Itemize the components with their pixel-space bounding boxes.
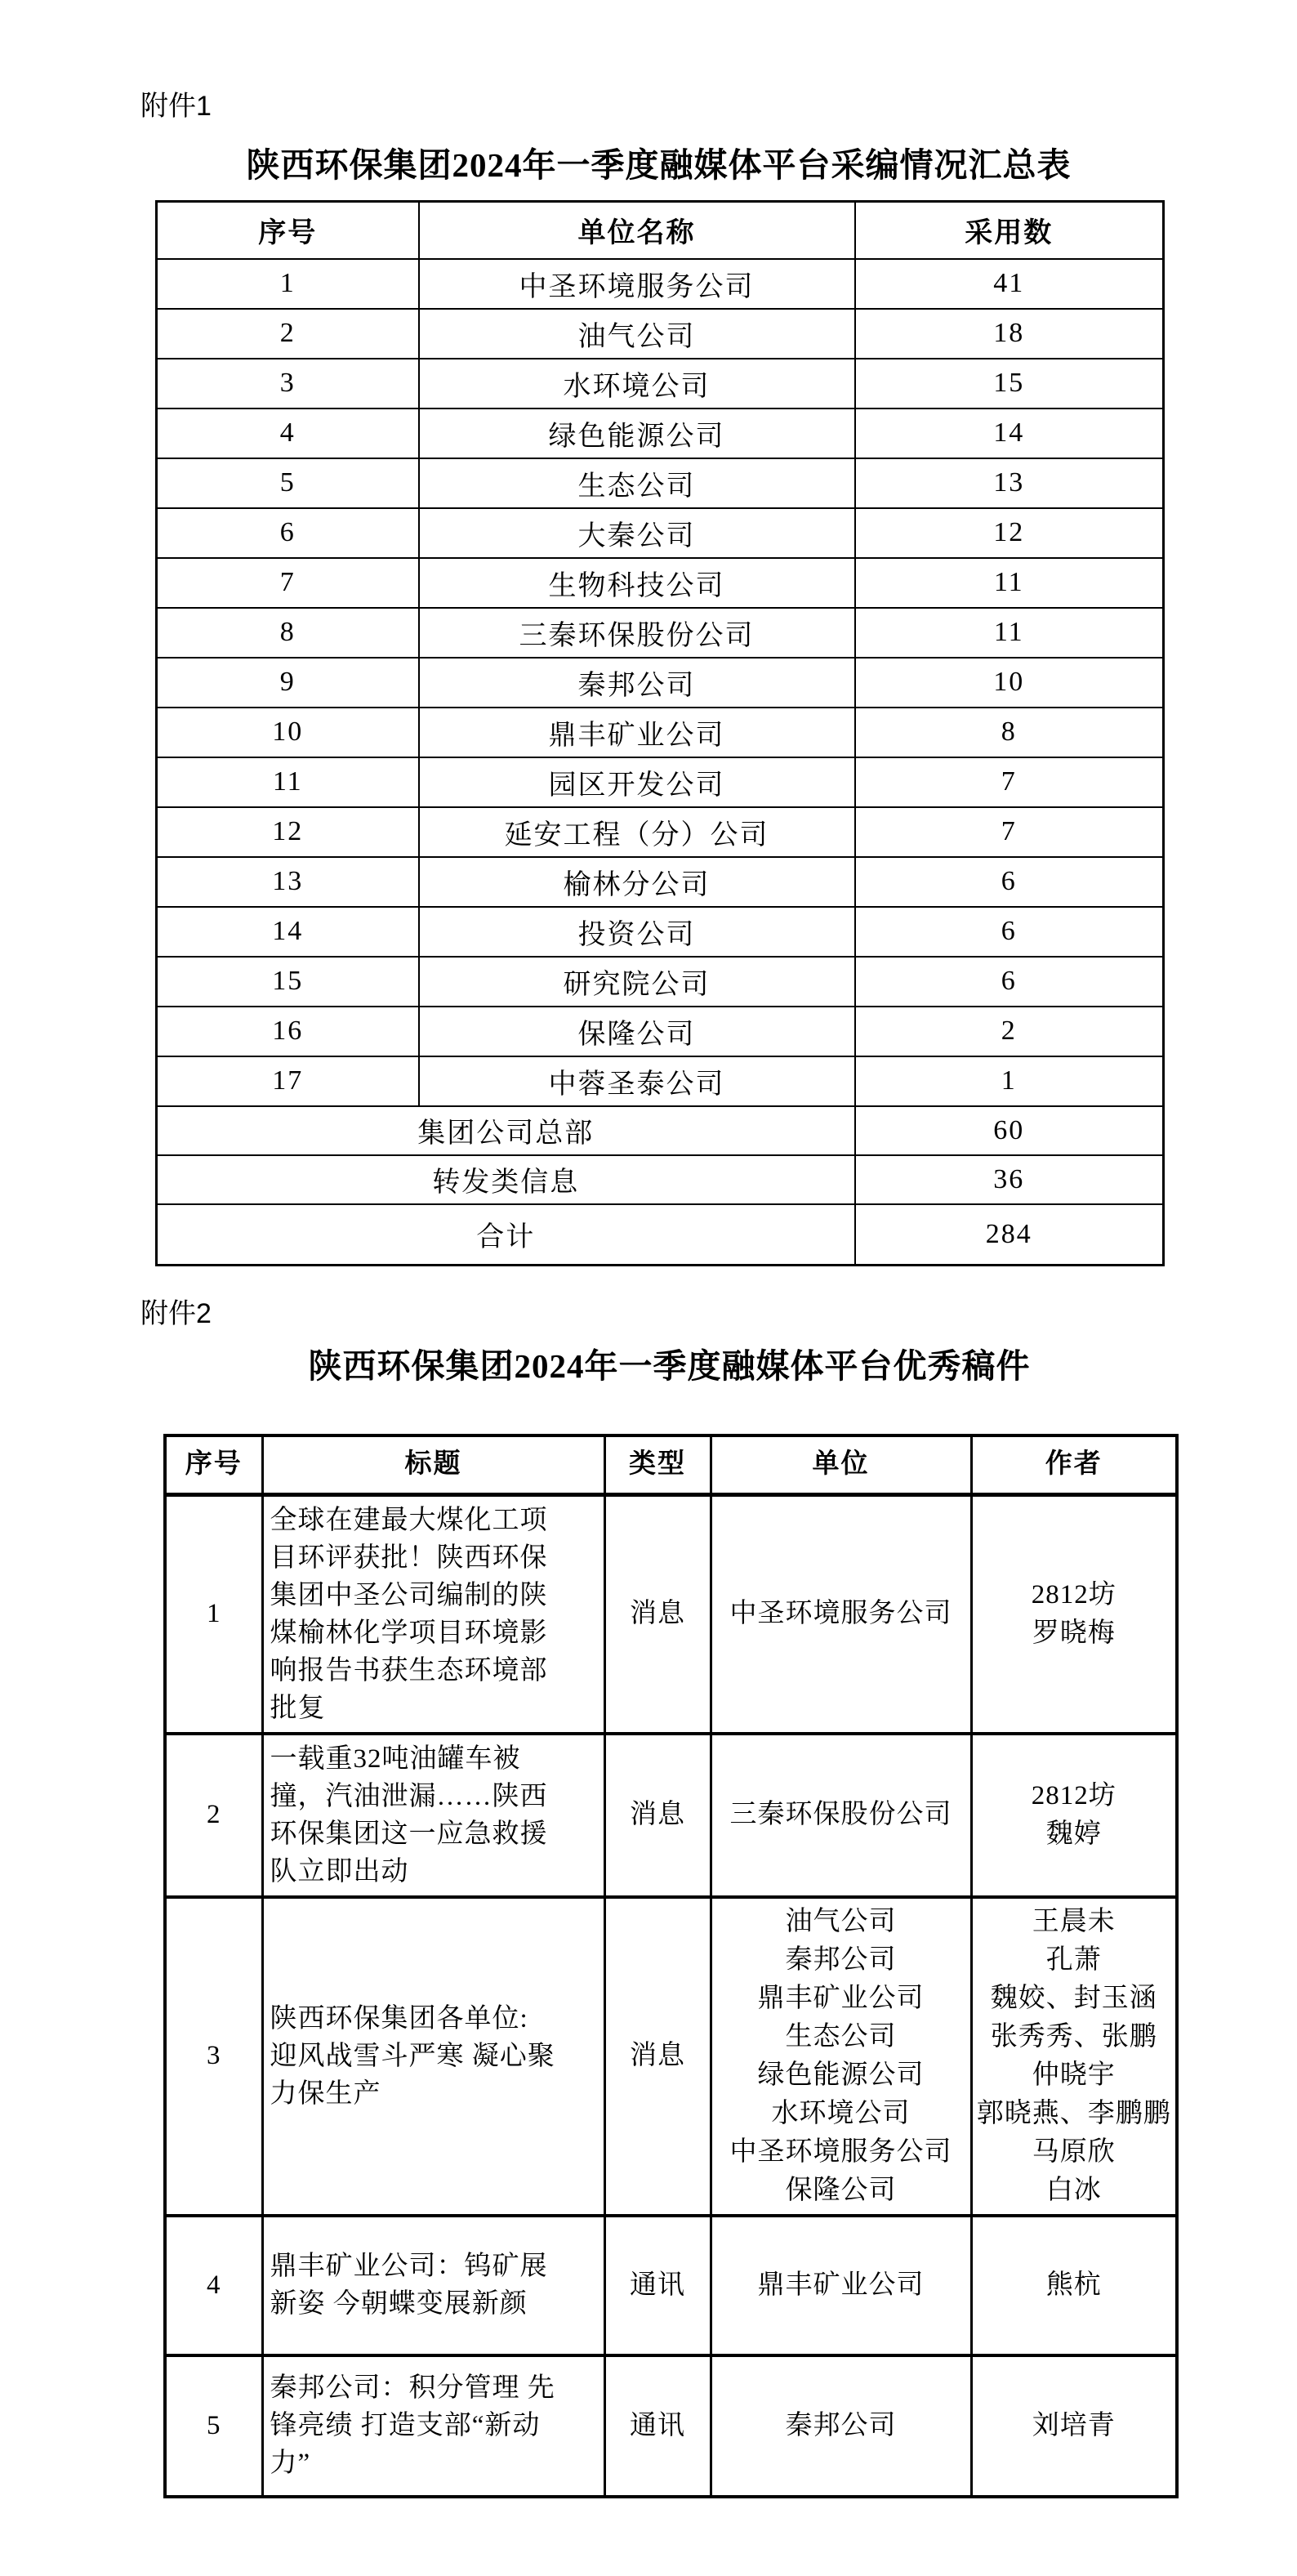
t1-unit-name: 中圣环境服务公司 (419, 259, 855, 309)
t1-row-index: 10 (157, 708, 419, 757)
table-row (157, 1056, 1164, 1106)
t1-row-index: 16 (157, 1007, 419, 1056)
t2-author: 刘培青 (971, 2355, 1177, 2497)
t2-article-title: 一载重32吨油罐车被 撞，汽油泄漏……陕西 环保集团这一应急救援 队立即出动 (262, 1734, 604, 1897)
t2-article-type: 消息 (604, 1494, 711, 1734)
t1-row-index: 2 (157, 309, 419, 359)
table-row (157, 708, 1164, 757)
t1-adopt-count: 14 (855, 408, 1164, 458)
excellent-manuscripts-table (163, 1434, 1179, 2498)
t2-row-index: 2 (165, 1734, 262, 1897)
table-row (157, 807, 1164, 857)
t2-unit: 秦邦公司 (711, 2355, 971, 2497)
table2-header-row (165, 1435, 1177, 1494)
summary-label: 集团公司总部 (157, 1106, 855, 1155)
t2-article-title: 鼎丰矿业公司：钨矿展 新姿 今朝蝶变展新颜 (262, 2216, 604, 2355)
t2-header-unit: 单位 (711, 1435, 971, 1494)
t1-adopt-count: 15 (855, 359, 1164, 408)
t1-row-index: 12 (157, 807, 419, 857)
t1-unit-name: 生态公司 (419, 458, 855, 508)
table1-title: 陕西环保集团2024年一季度融媒体平台采编情况汇总表 (246, 146, 1072, 184)
t2-author: 2812坊 罗晓梅 (971, 1494, 1177, 1734)
table-row (165, 1897, 1177, 2216)
t1-unit-name: 水环境公司 (419, 359, 855, 408)
table-row (165, 2216, 1177, 2355)
t2-unit: 鼎丰矿业公司 (711, 2216, 971, 2355)
t1-row-index: 11 (157, 757, 419, 807)
t1-row-index: 5 (157, 458, 419, 508)
t2-header-index: 序号 (165, 1435, 262, 1494)
t1-unit-name: 秦邦公司 (419, 658, 855, 708)
table-row (157, 658, 1164, 708)
t1-unit-name: 中蓉圣泰公司 (419, 1056, 855, 1106)
t1-unit-name: 大秦公司 (419, 508, 855, 558)
table-row (157, 757, 1164, 807)
t1-adopt-count: 8 (855, 708, 1164, 757)
t2-author: 王晨未 孔萧 魏姣、封玉涵 张秀秀、张鹏 仲晓宇 郭晓燕、李鹏鹏 马原欣 白冰 (971, 1897, 1177, 2216)
summary-label: 转发类信息 (157, 1155, 855, 1204)
t1-adopt-count: 18 (855, 309, 1164, 359)
t2-author: 熊杭 (971, 2216, 1177, 2355)
t1-row-index: 3 (157, 359, 419, 408)
table-row (157, 359, 1164, 408)
table-row (157, 907, 1164, 957)
t2-article-type: 消息 (604, 1734, 711, 1897)
table-row (165, 1494, 1177, 1734)
t2-unit: 三秦环保股份公司 (711, 1734, 971, 1897)
total-row (157, 1204, 1164, 1266)
t2-unit: 中圣环境服务公司 (711, 1494, 971, 1734)
total-label: 合计 (157, 1204, 855, 1266)
t1-row-index: 15 (157, 957, 419, 1007)
t1-unit-name: 三秦环保股份公司 (419, 608, 855, 658)
table-row (157, 957, 1164, 1007)
summary-row-forwarded (157, 1155, 1164, 1204)
t1-adopt-count: 6 (855, 857, 1164, 907)
total-value: 284 (855, 1204, 1164, 1266)
t2-unit: 油气公司 秦邦公司 鼎丰矿业公司 生态公司 绿色能源公司 水环境公司 中圣环境服务公司 保隆公司 (711, 1897, 971, 2216)
t1-row-index: 8 (157, 608, 419, 658)
t1-adopt-count: 7 (855, 757, 1164, 807)
t1-unit-name: 油气公司 (419, 309, 855, 359)
t1-unit-name: 投资公司 (419, 907, 855, 957)
t2-article-type: 消息 (604, 1897, 711, 2216)
t1-unit-name: 鼎丰矿业公司 (419, 708, 855, 757)
attachment2-label: 附件2 (140, 1298, 212, 1329)
t1-adopt-count: 13 (855, 458, 1164, 508)
t1-row-index: 14 (157, 907, 419, 957)
t1-header-adopt-count: 采用数 (855, 202, 1164, 259)
table-row (165, 1734, 1177, 1897)
t2-row-index: 4 (165, 2216, 262, 2355)
t1-adopt-count: 2 (855, 1007, 1164, 1056)
t1-row-index: 1 (157, 259, 419, 309)
t2-author: 2812坊 魏婷 (971, 1734, 1177, 1897)
summary-value: 36 (855, 1155, 1164, 1204)
summary-row-headquarters (157, 1106, 1164, 1155)
t2-row-index: 5 (165, 2355, 262, 2497)
summary-value: 60 (855, 1106, 1164, 1155)
t2-row-index: 1 (165, 1494, 262, 1734)
t1-adopt-count: 11 (855, 608, 1164, 658)
t2-article-type: 通讯 (604, 2216, 711, 2355)
table-row (157, 458, 1164, 508)
table1-header-row (157, 202, 1164, 259)
t2-article-title: 全球在建最大煤化工项 目环评获批！陕西环保 集团中圣公司编制的陕 煤榆林化学项目环境影 响报告书获生态环境部 批复 (262, 1494, 604, 1734)
t1-header-unit-name: 单位名称 (419, 202, 855, 259)
table-row (157, 857, 1164, 907)
attachment1-label: 附件1 (140, 91, 212, 122)
t1-adopt-count: 6 (855, 907, 1164, 957)
t1-row-index: 4 (157, 408, 419, 458)
t1-row-index: 13 (157, 857, 419, 907)
t1-adopt-count: 6 (855, 957, 1164, 1007)
t1-unit-name: 研究院公司 (419, 957, 855, 1007)
table-row (157, 259, 1164, 309)
t1-unit-name: 保隆公司 (419, 1007, 855, 1056)
t1-unit-name: 榆林分公司 (419, 857, 855, 907)
t1-unit-name: 生物科技公司 (419, 558, 855, 608)
t2-header-title: 标题 (262, 1435, 604, 1494)
t2-row-index: 3 (165, 1897, 262, 2216)
t2-article-title: 秦邦公司：积分管理 先 锋亮绩 打造支部“新动 力” (262, 2355, 604, 2497)
table-row (157, 608, 1164, 658)
t2-header-type: 类型 (604, 1435, 711, 1494)
t1-adopt-count: 10 (855, 658, 1164, 708)
table-row (157, 508, 1164, 558)
t1-adopt-count: 7 (855, 807, 1164, 857)
table-row (157, 408, 1164, 458)
table-row (165, 2355, 1177, 2497)
t2-article-type: 通讯 (604, 2355, 711, 2497)
t1-row-index: 17 (157, 1056, 419, 1106)
t1-adopt-count: 11 (855, 558, 1164, 608)
t2-header-author: 作者 (971, 1435, 1177, 1494)
table2-title: 陕西环保集团2024年一季度融媒体平台优秀稿件 (308, 1347, 1031, 1385)
adoption-summary-table (155, 200, 1165, 1266)
t1-row-index: 6 (157, 508, 419, 558)
t1-header-index: 序号 (157, 202, 419, 259)
t1-unit-name: 延安工程（分）公司 (419, 807, 855, 857)
t2-article-title: 陕西环保集团各单位: 迎风战雪斗严寒 凝心聚 力保生产 (262, 1897, 604, 2216)
t1-adopt-count: 12 (855, 508, 1164, 558)
table-row (157, 1007, 1164, 1056)
table-row (157, 558, 1164, 608)
t1-adopt-count: 41 (855, 259, 1164, 309)
t1-adopt-count: 1 (855, 1056, 1164, 1106)
t1-row-index: 9 (157, 658, 419, 708)
t1-unit-name: 绿色能源公司 (419, 408, 855, 458)
table-row (157, 309, 1164, 359)
t1-unit-name: 园区开发公司 (419, 757, 855, 807)
t1-row-index: 7 (157, 558, 419, 608)
